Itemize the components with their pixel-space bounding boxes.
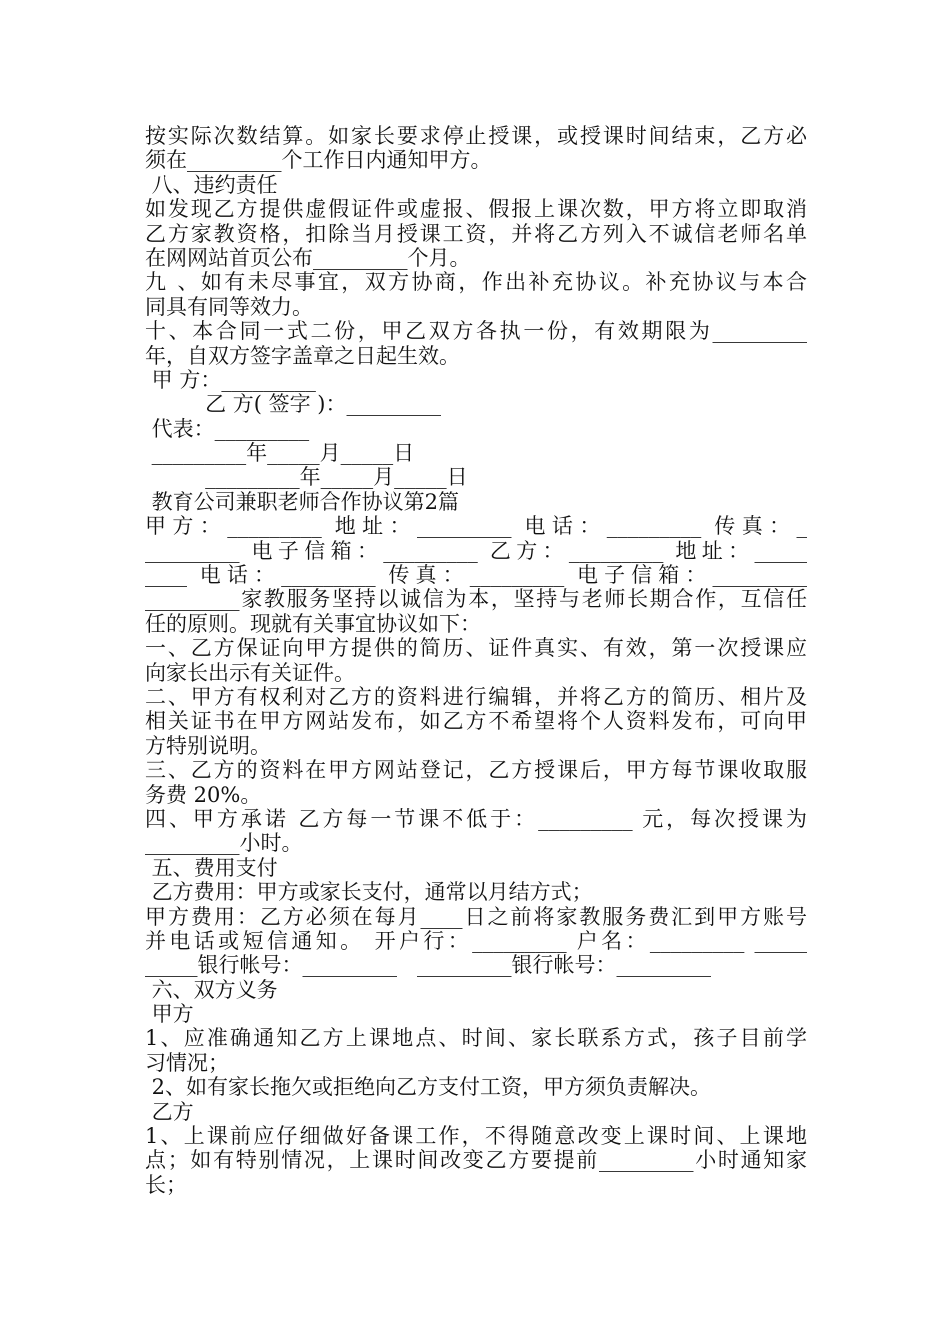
text-line: _________家教服务坚持以诚信为本，坚持与老师长期合作，互信任: [145, 587, 807, 612]
party-info-line: 甲方：_________ 地址：_________ 电话：_________ 传真：_: [145, 514, 807, 539]
signature-party-a: 甲 方：_________: [145, 367, 316, 392]
text-line: 方特别说明。: [145, 733, 271, 758]
text-line: 二、甲方有权利对乙方的资料进行编辑，并将乙方的简历、相片及: [145, 684, 807, 709]
text-line: 并电话或短信通知。 开户行：_________ 户名：_________ _____: [145, 928, 807, 953]
subsection-heading: 乙方: [145, 1099, 194, 1124]
text-line: 2、如有家长拖欠或拒绝向乙方支付工资，甲方须负责解决。: [145, 1075, 712, 1100]
signature-representative: 代表：_________: [145, 416, 310, 441]
subsection-heading: 甲方: [145, 1002, 194, 1027]
section-heading: 八、违约责任: [145, 172, 278, 197]
text-line: 在网网站首页公布_________个月。: [145, 245, 471, 270]
section-heading: 六、双方义务: [145, 977, 278, 1002]
text-line: _____银行帐号：_________ _________银行帐号：_________: [145, 953, 712, 978]
text-line: 长；: [145, 1172, 187, 1197]
text-line: 甲方费用：乙方必须在每月____日之前将家教服务费汇到甲方账号: [145, 904, 807, 929]
text-line: 相关证书在甲方网站发布，如乙方不希望将个人资料发布，可向甲: [145, 709, 807, 734]
text-line: _________小时。: [145, 831, 303, 856]
signature-date: _________年_____月_____日: [145, 441, 415, 466]
text-line: 习情况；: [145, 1050, 229, 1075]
text-line: 按实际次数结算。如家长要求停止授课，或授课时间结束，乙方必: [145, 124, 807, 148]
text-line: 1、应准确通知乙方上课地点、时间、家长联系方式，孩子目前学: [145, 1026, 807, 1051]
text-line: 务费 20%。: [145, 782, 262, 807]
text-line: 十、本合同一式二份，甲乙双方各执一份，有效期限为_________: [145, 319, 807, 344]
text-line: 一、乙方保证向甲方提供的简历、证件真实、有效，第一次授课应: [145, 636, 807, 661]
text-line: 1、上课前应仔细做好备课工作，不得随意改变上课时间、上课地: [145, 1124, 807, 1149]
signature-party-b: 乙 方( 签字 )：_________: [145, 392, 441, 417]
section-heading: 五、费用支付: [145, 855, 278, 880]
document-body: [145, 124, 807, 1197]
signature-date: _________年_____月_____日: [145, 465, 468, 490]
text-line: 年，自双方签字盖章之日起生效。: [145, 343, 460, 368]
text-line: 同具有同等效力。: [145, 294, 313, 319]
text-line: 三、乙方的资料在甲方网站登记，乙方授课后，甲方每节课收取服: [145, 758, 807, 783]
text-line: 如发现乙方提供虚假证件或虚报、假报上课次数，甲方将立即取消: [145, 197, 807, 222]
text-line: 任的原则。现就有关事宜协议如下：: [145, 611, 481, 636]
text-line: 乙方费用：甲方或家长支付，通常以月结方式；: [145, 880, 593, 905]
text-line: 须在_________个工作日内通知甲方。: [145, 148, 492, 173]
text-line: 点；如有特别情况，上课时间改变乙方要提前_________小时通知家: [145, 1148, 807, 1173]
text-line: 向家长出示有关证件。: [145, 660, 355, 685]
party-info-line: ____ 电话：_________ 传真：_________ 电子信箱：_________: [145, 563, 807, 588]
document-title: 教育公司兼职老师合作协议第2篇: [145, 489, 460, 514]
text-line: 九 、如有未尽事宜，双方协商，作出补充协议。补充协议与本合: [145, 270, 807, 295]
text-line: 乙方家教资格，扣除当月授课工资，并将乙方列入不诚信老师名单: [145, 221, 807, 246]
party-info-line: _________ 电子信箱：_________ 乙方：_________ 地址：_____: [145, 538, 807, 563]
text-line: 四、甲方承诺 乙方每一节课不低于：_________ 元，每次授课为: [145, 806, 807, 831]
